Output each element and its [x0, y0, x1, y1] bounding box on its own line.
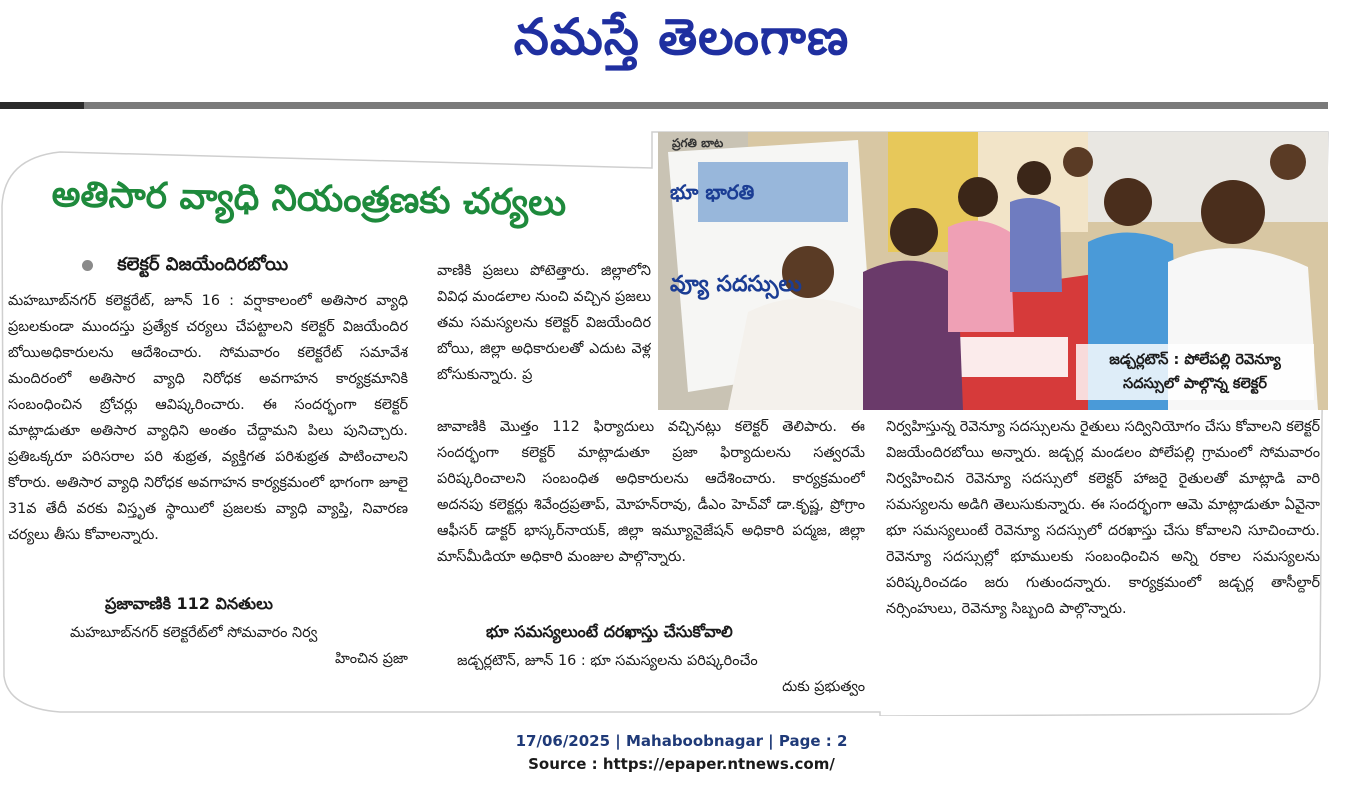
news-clipping: [0, 116, 1335, 716]
masthead: [0, 0, 1363, 82]
footer-date-edition: 17/06/2025 | Mahaboobnagar | Page : 2: [515, 732, 848, 750]
bullet-icon: [82, 260, 93, 271]
banner-text-1: భూ భారతి: [670, 180, 755, 204]
article2-body-end: జావాణికి మొత్తం 112 ఫిర్యాదులు వచ్చినట్లు కలెక్టర్ తెలిపారు. ఈ సందర్భంగా కలెక్టర్ మాట్లాడుతూ ప్రజా ఫిర్యాదులను సత్వరమే పరిష్కరించాలని సంబంధిత అధికారులను ఆదేశించారు. కార్యక్రమంలో అదనపు కలెక్టర్లు శివేంద్రప్రతాప్, మోహన్‌రావు, డీఎం హెచ్‌వో డా.కృష్ణ, ప్రోగ్రాం ఆఫీసర్ డాక్టర్ భాస్కర్‌నాయక్, జిల్లా ఇమ్యూనైజేషన్ అధికారి పద్మజ, జిల్లా మాస్‌మీడియా అధికారి మంజుల పాల్గొన్నారు.: [437, 419, 865, 565]
article1-body: మహబూబ్‌నగర్ కలెక్టరేట్, జూన్ 16 : వర్షాకాలంలో అతిసార వ్యాధి ప్రబలకుండా ముందస్తు ప్రత్యేక చర్యలు చేపట్టాలని కలెక్టర్ విజయేందిర బోయిఅధికారులను ఆదేశించారు. సోమవారం కలెక్టరేట్ సమావేశ మందిరంలో అతిసార వ్యాధి నిరోధక అవగాహన కార్యక్రమానికి సంబంధించిన బ్రోచర్లు ఆవిష్కరించారు. ఈ సందర్భంగా కలెక్టర్ మాట్లాడుతూ అతిసార వ్యాధిని అంతం చేద్దామని పిలు పునిచ్చారు. ప్రతిఒక్కరూ పరిసరాల పరి శుభ్రత, వ్యక్తిగత పరిశుభ్రత పాటించాలని కోరారు. అతిసార వ్యాధి నిరోధక అవగాహన కార్యక్రమంలో భాగంగా జూలై 31వ తేదీ వరకు విస్తృత స్థాయిలో ప్రజలకు వ్యాధి వ్యాప్తి, నివారణ చర్యలు తీసు కోవాలన్నారు.: [8, 293, 408, 543]
page-footer: [0, 730, 1363, 776]
news-photo: [658, 132, 1328, 410]
photo-caption: జడ్చర్లటౌన్ : పోలేపల్లి రెవెన్యూ సదస్సులో పాల్గొన్న కలెక్టర్: [1076, 344, 1314, 400]
article-headline: అతిసార వ్యాధి నియంత్రణకు చర్యలు: [51, 174, 567, 224]
masthead-rule: [0, 102, 1328, 109]
article3-line2: దుకు ప్రభుత్వం: [782, 679, 865, 695]
footer-source: Source : https://epaper.ntnews.com/: [528, 755, 835, 773]
article2-line1: మహబూబ్‌నగర్ కలెక్టరేట్‌లో సోమవారం నిర్వ: [70, 625, 318, 641]
article3-body: నిర్వహిస్తున్న రెవెన్యూ సదస్సులను రైతులు సద్వినియోగం చేసు కోవాలని కలెక్టర్ విజయేందిరబోయి అన్నారు. జడ్చర్ల మండలం పోలేపల్లి గ్రామంలో సోమవారం నిర్వహించిన రెవెన్యూ సదస్సులో కలెక్టర్ హాజరై రైతులతో మాట్లాడి వారి సమస్యలను అడిగి తెలుసుకున్నారు. ఈ సందర్భంగా ఆమె మాట్లాడుతూ ఏవైనా భూ సమస్యలుంటే రెవెన్యూ సదస్సులో దరఖాస్తు చేసు కోవాలని సూచించారు. రెవెన్యూ సదస్సుల్లో భూములకు సంబంధించిన అన్ని రకాల సమస్యలను పరిష్కరించడం జరు గుతుందన్నారు. కార్యక్రమంలో జడ్చర్ల తాసీల్దార్ నర్సింహులు, రెవెన్యూ సిబ్బంది పాల్గొన్నారు.: [886, 419, 1320, 617]
article2-line2: హించిన ప్రజా: [335, 651, 408, 667]
article3-subhead: భూ సమస్యలుంటే దరఖాస్తు చేసుకోవాలి: [486, 622, 733, 641]
article3-body-start: [437, 648, 865, 708]
article2-body-continued: వాణికి ప్రజలు పోటెత్తారు. జిల్లాలోని వివిధ మండలాల నుంచి వచ్చిన ప్రజలు తమ సమస్యలను కలెక్టర్ విజయేందిర బోయి, జిల్లా అధికారులతో ఎదుట వెళ్ల బోసుకున్నారు. ప్ర: [437, 263, 651, 383]
article2-body-start: [8, 620, 408, 680]
newspaper-title: నమస్తే తెలంగాణ: [513, 8, 850, 66]
article-byline: [82, 254, 288, 279]
article3-line1: జడ్చర్లటౌన్, జూన్ 16 : భూ సమస్యలను పరిష్కరించేం: [457, 653, 758, 669]
banner-text-3: ప్రగతి బాట: [672, 136, 724, 150]
banner-text-2: వ్యూ సదస్సులు: [670, 272, 802, 297]
byline-text: కలెక్టర్ విజయేందిరబోయి: [117, 254, 289, 275]
article2-subhead: ప్రజావాణికి 112 వినతులు: [105, 594, 273, 613]
